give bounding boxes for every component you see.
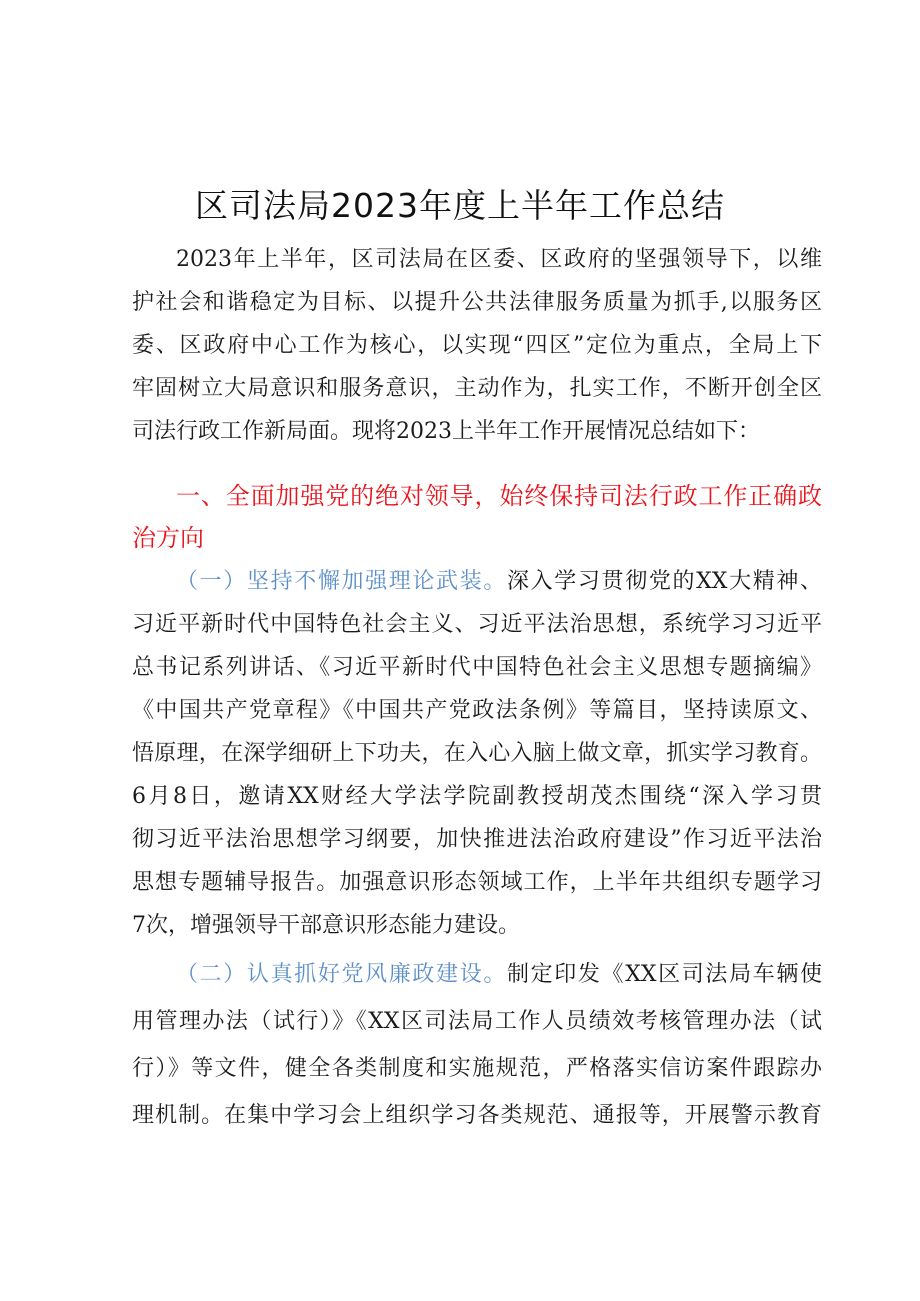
subsection-1-line-2: 习近平新时代中国特色社会主义、习近平法治思想，系统学习习近平 — [132, 612, 822, 637]
subsection-1-line-9: 7次，增强领导干部意识形态能力建设。 — [132, 913, 520, 938]
subsection-1-line-7: 彻习近平法治思想学习纲要，加快推进法治政府建设”作习近平法治 — [132, 827, 822, 852]
subsection-2-first-line-text: 制定印发《XX区司法局车辆使 — [506, 962, 822, 987]
subsection-2-label: （二）认真抓好党风廉政建设。 — [176, 962, 507, 987]
subsection-2-line-2: 用管理办法（试行）》《XX区司法局工作人员绩效考核管理办法（试 — [132, 1009, 822, 1034]
document-title: 区司法局2023年度上半年工作总结 — [195, 186, 725, 225]
subsection-1-line-3: 总书记系列讲话、《习近平新时代中国特色社会主义思想专题摘编》 — [132, 655, 822, 680]
subsection-2-line-4: 理机制。在集中学习会上组织学习各类规范、通报等，开展警示教育 — [132, 1103, 822, 1128]
intro-line-3: 委、区政府中心工作为核心，以实现“四区”定位为重点，全局上下 — [132, 333, 822, 358]
subsection-1-line-6: 6月8日，邀请XX财经大学法学院副教授胡茂杰围绕“深入学习贯 — [132, 784, 822, 809]
subsection-1-first-line — [176, 562, 822, 602]
subsection-1-line-8: 思想专题辅导报告。加强意识形态领域工作，上半年共组织专题学习 — [132, 870, 822, 895]
intro-line-2: 护社会和谐稳定为目标、以提升公共法律服务质量为抓手,以服务区 — [132, 290, 822, 315]
subsection-1-first-line-text: 深入学习贯彻党的XX大精神、 — [506, 569, 822, 594]
section-heading-line-1: 一、全面加强党的绝对领导，始终保持司法行政工作正确政 — [176, 482, 822, 510]
intro-line-1: 2023年上半年，区司法局在区委、区政府的坚强领导下，以维 — [176, 247, 822, 272]
subsection-1-line-5: 悟原理，在深学细研上下功夫，在入心入脑上做文章，抓实学习教育。 — [132, 741, 822, 766]
subsection-2-line-3: 行）》等文件，健全各类制度和实施规范，严格落实信访案件跟踪办 — [132, 1056, 822, 1081]
subsection-1-line-4: 《中国共产党章程》《中国共产党政法条例》等篇目，坚持读原文、 — [132, 698, 822, 723]
intro-line-4: 牢固树立大局意识和服务意识，主动作为，扎实工作，不断开创全区 — [132, 376, 822, 401]
subsection-2-first-line — [176, 955, 822, 995]
section-heading-line-2: 治方向 — [132, 524, 204, 552]
intro-line-5: 司法行政工作新局面。现将2023上半年工作开展情况总结如下： — [132, 419, 760, 444]
subsection-1-label: （一）坚持不懈加强理论武装。 — [176, 569, 507, 594]
